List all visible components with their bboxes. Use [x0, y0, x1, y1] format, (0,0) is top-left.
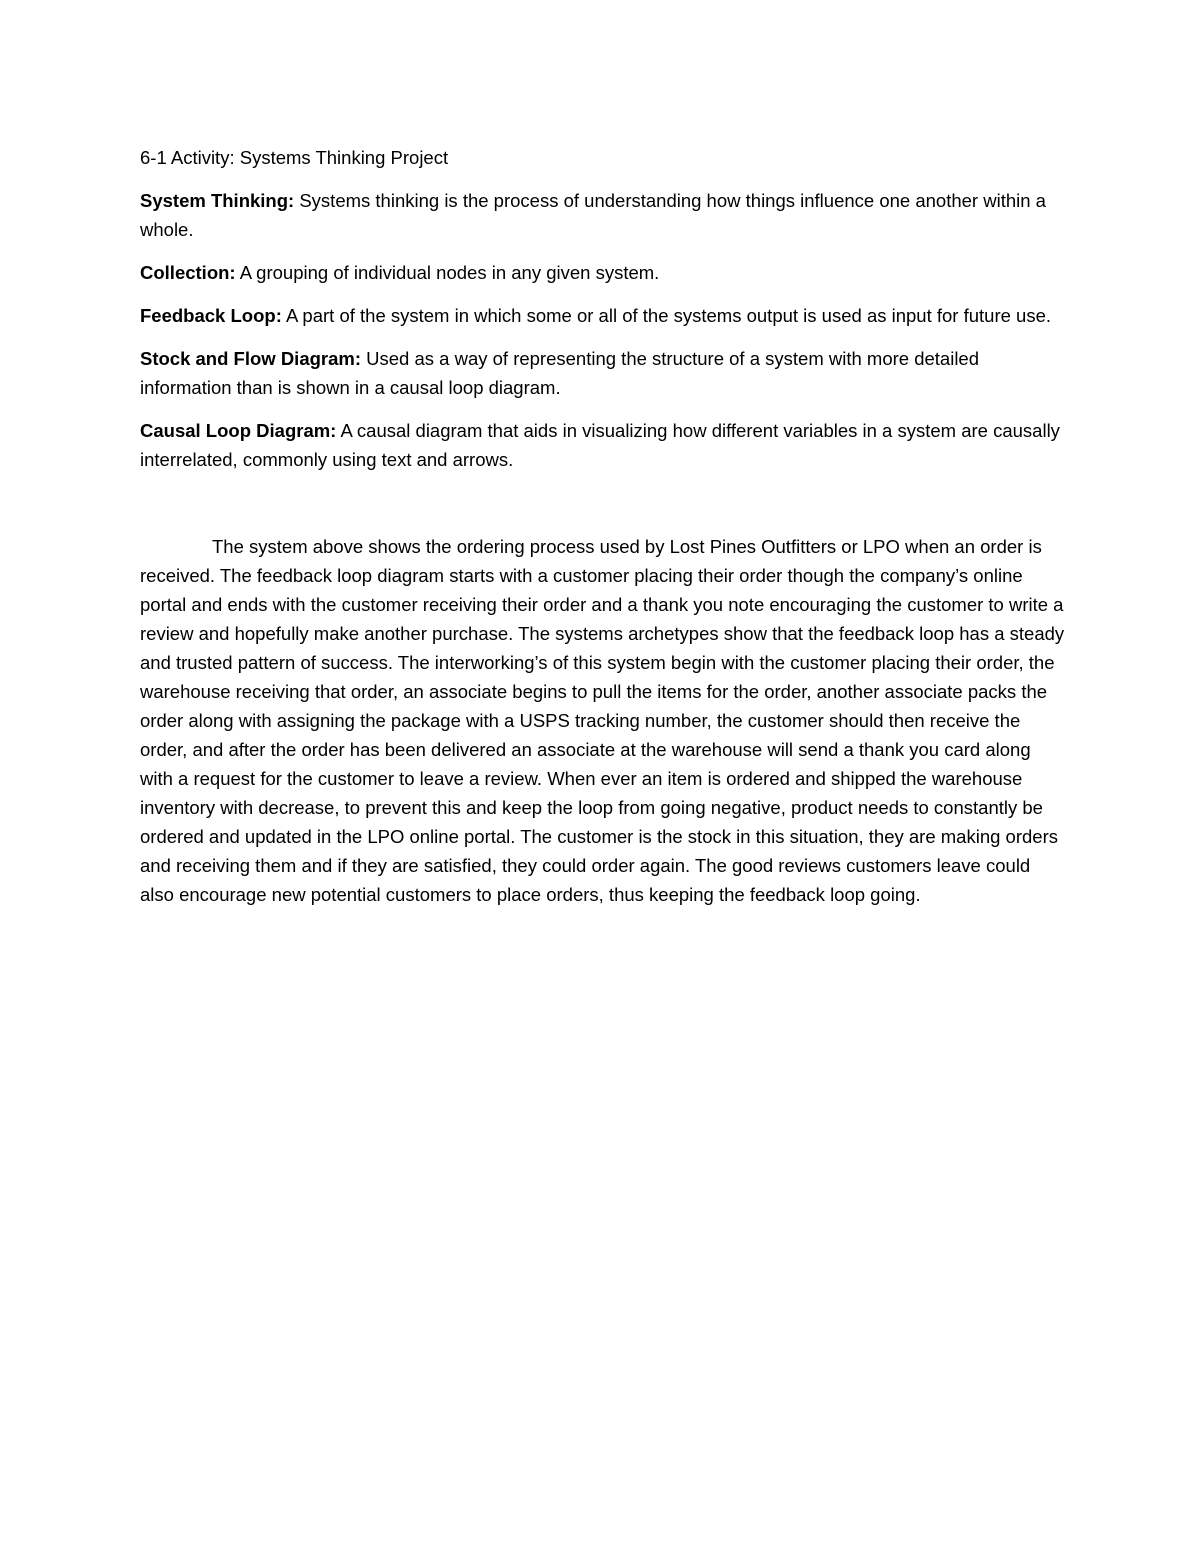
definition-text: A grouping of individual nodes in any given system.: [235, 262, 660, 283]
definition-feedback-loop: [140, 301, 1065, 330]
definition-system-thinking: [140, 186, 1065, 244]
definition-collection: [140, 258, 1065, 287]
definition-causal-loop-diagram: [140, 416, 1065, 474]
definition-text: Used as a way of representing the structure of a system with more detailed information than is shown in a causal loop diagram.: [140, 348, 980, 398]
document-title: 6-1 Activity: Systems Thinking Project: [140, 147, 449, 168]
definition-term: Feedback Loop:: [140, 305, 282, 326]
definition-stock-and-flow-diagram: [140, 344, 1065, 402]
definition-term: Stock and Flow Diagram:: [140, 348, 362, 369]
essay-paragraph: The system above shows the ordering process used by Lost Pines Outfitters or LPO when an order is received. The feedback loop diagram starts with a customer placing their order though the company’s online portal and ends with the customer receiving their order and a thank you note encouraging the customer to write a review and hopefully make another purchase. The systems archetypes show that the feedback loop has a steady and trusted pattern of success. The interworking’s of this system begin with the customer placing their order, the warehouse receiving that order, an associate begins to pull the items for the order, another associate packs the order along with assigning the package with a USPS tracking number, the customer should then receive the order, and after the order has been delivered an associate at the warehouse will send a thank you card along with a request for the customer to leave a review. When ever an item is ordered and shipped the warehouse inventory with decrease, to prevent this and keep the loop from going negative, product needs to constantly be ordered and updated in the LPO online portal. The customer is the stock in this situation, they are making orders and receiving them and if they are satisfied, they could order again. The good reviews customers leave could also encourage new potential customers to place orders, thus keeping the feedback loop going.: [140, 536, 1065, 905]
definition-text: A part of the system in which some or all of the systems output is used as input for future use.: [281, 305, 1052, 326]
definition-term: System Thinking:: [140, 190, 295, 211]
definition-text: Systems thinking is the process of understanding how things influence one another within a whole.: [140, 190, 1046, 240]
document-body: [140, 143, 1065, 909]
definition-term: Collection:: [140, 262, 236, 283]
definition-term: Causal Loop Diagram:: [140, 420, 337, 441]
definition-text: A causal diagram that aids in visualizing how different variables in a system are causally interrelated, commonly using text and arrows.: [140, 420, 1060, 470]
